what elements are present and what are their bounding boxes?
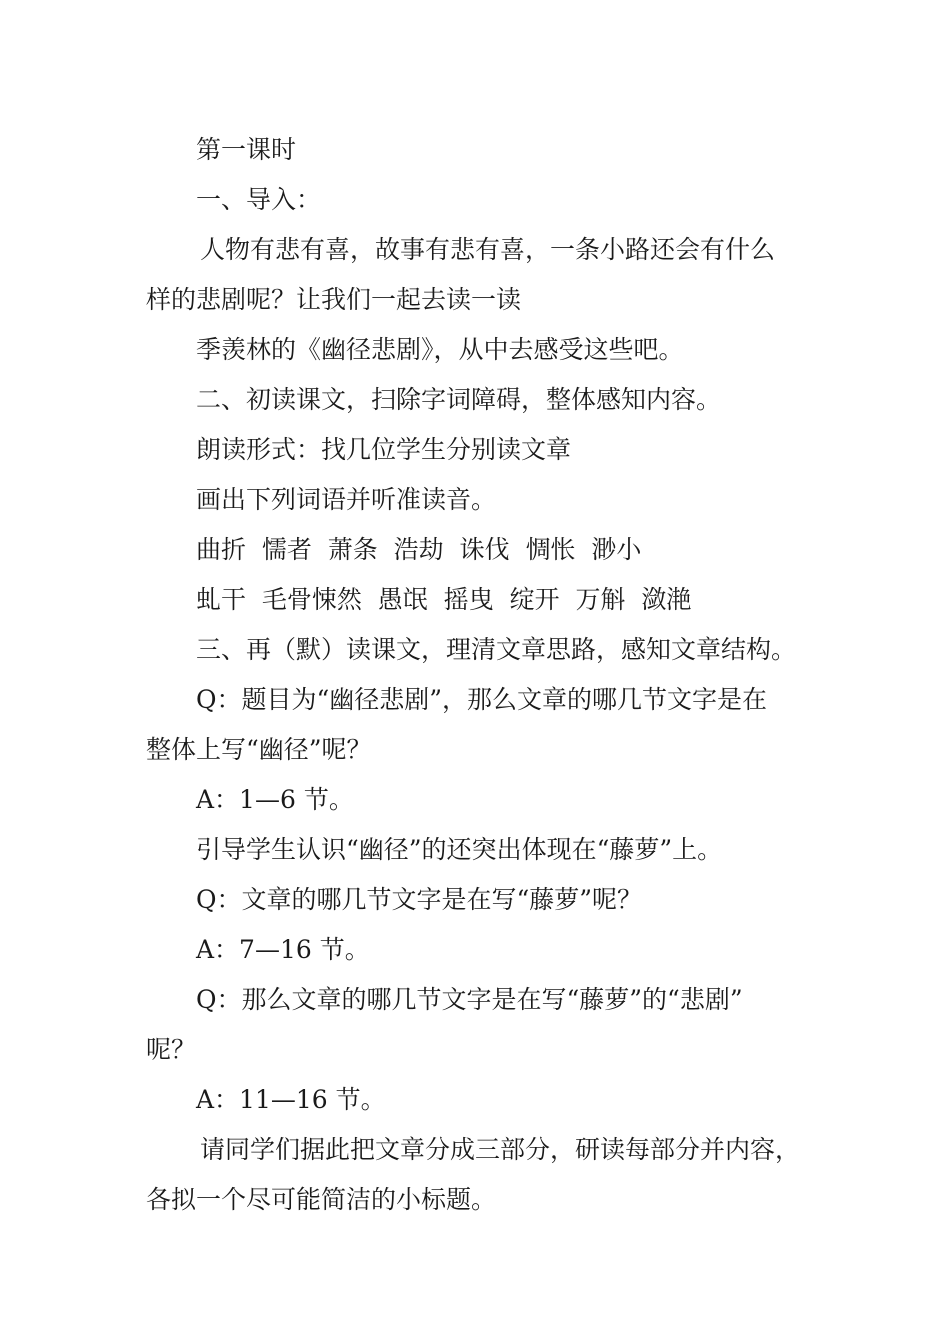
question-line: Q：题目为“幽径悲剧”，那么文章的哪几节文字是在 bbox=[196, 685, 768, 714]
paragraph-line: 样的悲剧呢？让我们一起去读一读 bbox=[146, 285, 522, 314]
paragraph-line: 季羡林的《幽径悲剧》，从中去感受这些吧。 bbox=[196, 335, 684, 364]
paragraph-line: 引导学生认识“幽径”的还突出体现在“藤萝”上。 bbox=[196, 835, 723, 864]
question-line: Q：那么文章的哪几节文字是在写“藤萝”的“悲剧” bbox=[196, 985, 743, 1014]
question-line: 整体上写“幽径”呢？ bbox=[146, 735, 372, 764]
paragraph-line: 各拟一个尽可能简洁的小标题。 bbox=[146, 1185, 497, 1214]
lesson-heading: 第一课时 bbox=[196, 135, 297, 164]
section-reading-heading: 二、初读课文，扫除字词障碍，整体感知内容。 bbox=[196, 385, 722, 414]
section-structure-heading: 三、再（默）读课文，理清文章思路，感知文章结构。 bbox=[196, 635, 797, 664]
paragraph-line: 画出下列词语并听准读音。 bbox=[196, 485, 497, 514]
paragraph-line: 请同学们据此把文章分成三部分，研读每部分并内容， bbox=[200, 1135, 801, 1164]
answer-line: A：1—6 节。 bbox=[196, 785, 354, 814]
paragraph-line: 人物有悲有喜，故事有悲有喜，一条小路还会有什么 bbox=[200, 235, 776, 264]
answer-line: A：11—16 节。 bbox=[196, 1085, 386, 1114]
question-line: Q：文章的哪几节文字是在写“藤萝”呢？ bbox=[196, 885, 643, 914]
answer-line: A：7—16 节。 bbox=[196, 935, 370, 964]
section-intro-heading: 一、导入： bbox=[196, 185, 322, 214]
vocabulary-line: 曲折 懦者 萧条 浩劫 诛伐 惆怅 渺小 bbox=[196, 535, 642, 564]
vocabulary-line: 虬干 毛骨悚然 愚氓 摇曳 绽开 万斛 潋滟 bbox=[196, 585, 692, 614]
question-line: 呢？ bbox=[146, 1035, 197, 1064]
paragraph-line: 朗读形式：找几位学生分别读文章 bbox=[196, 435, 572, 464]
